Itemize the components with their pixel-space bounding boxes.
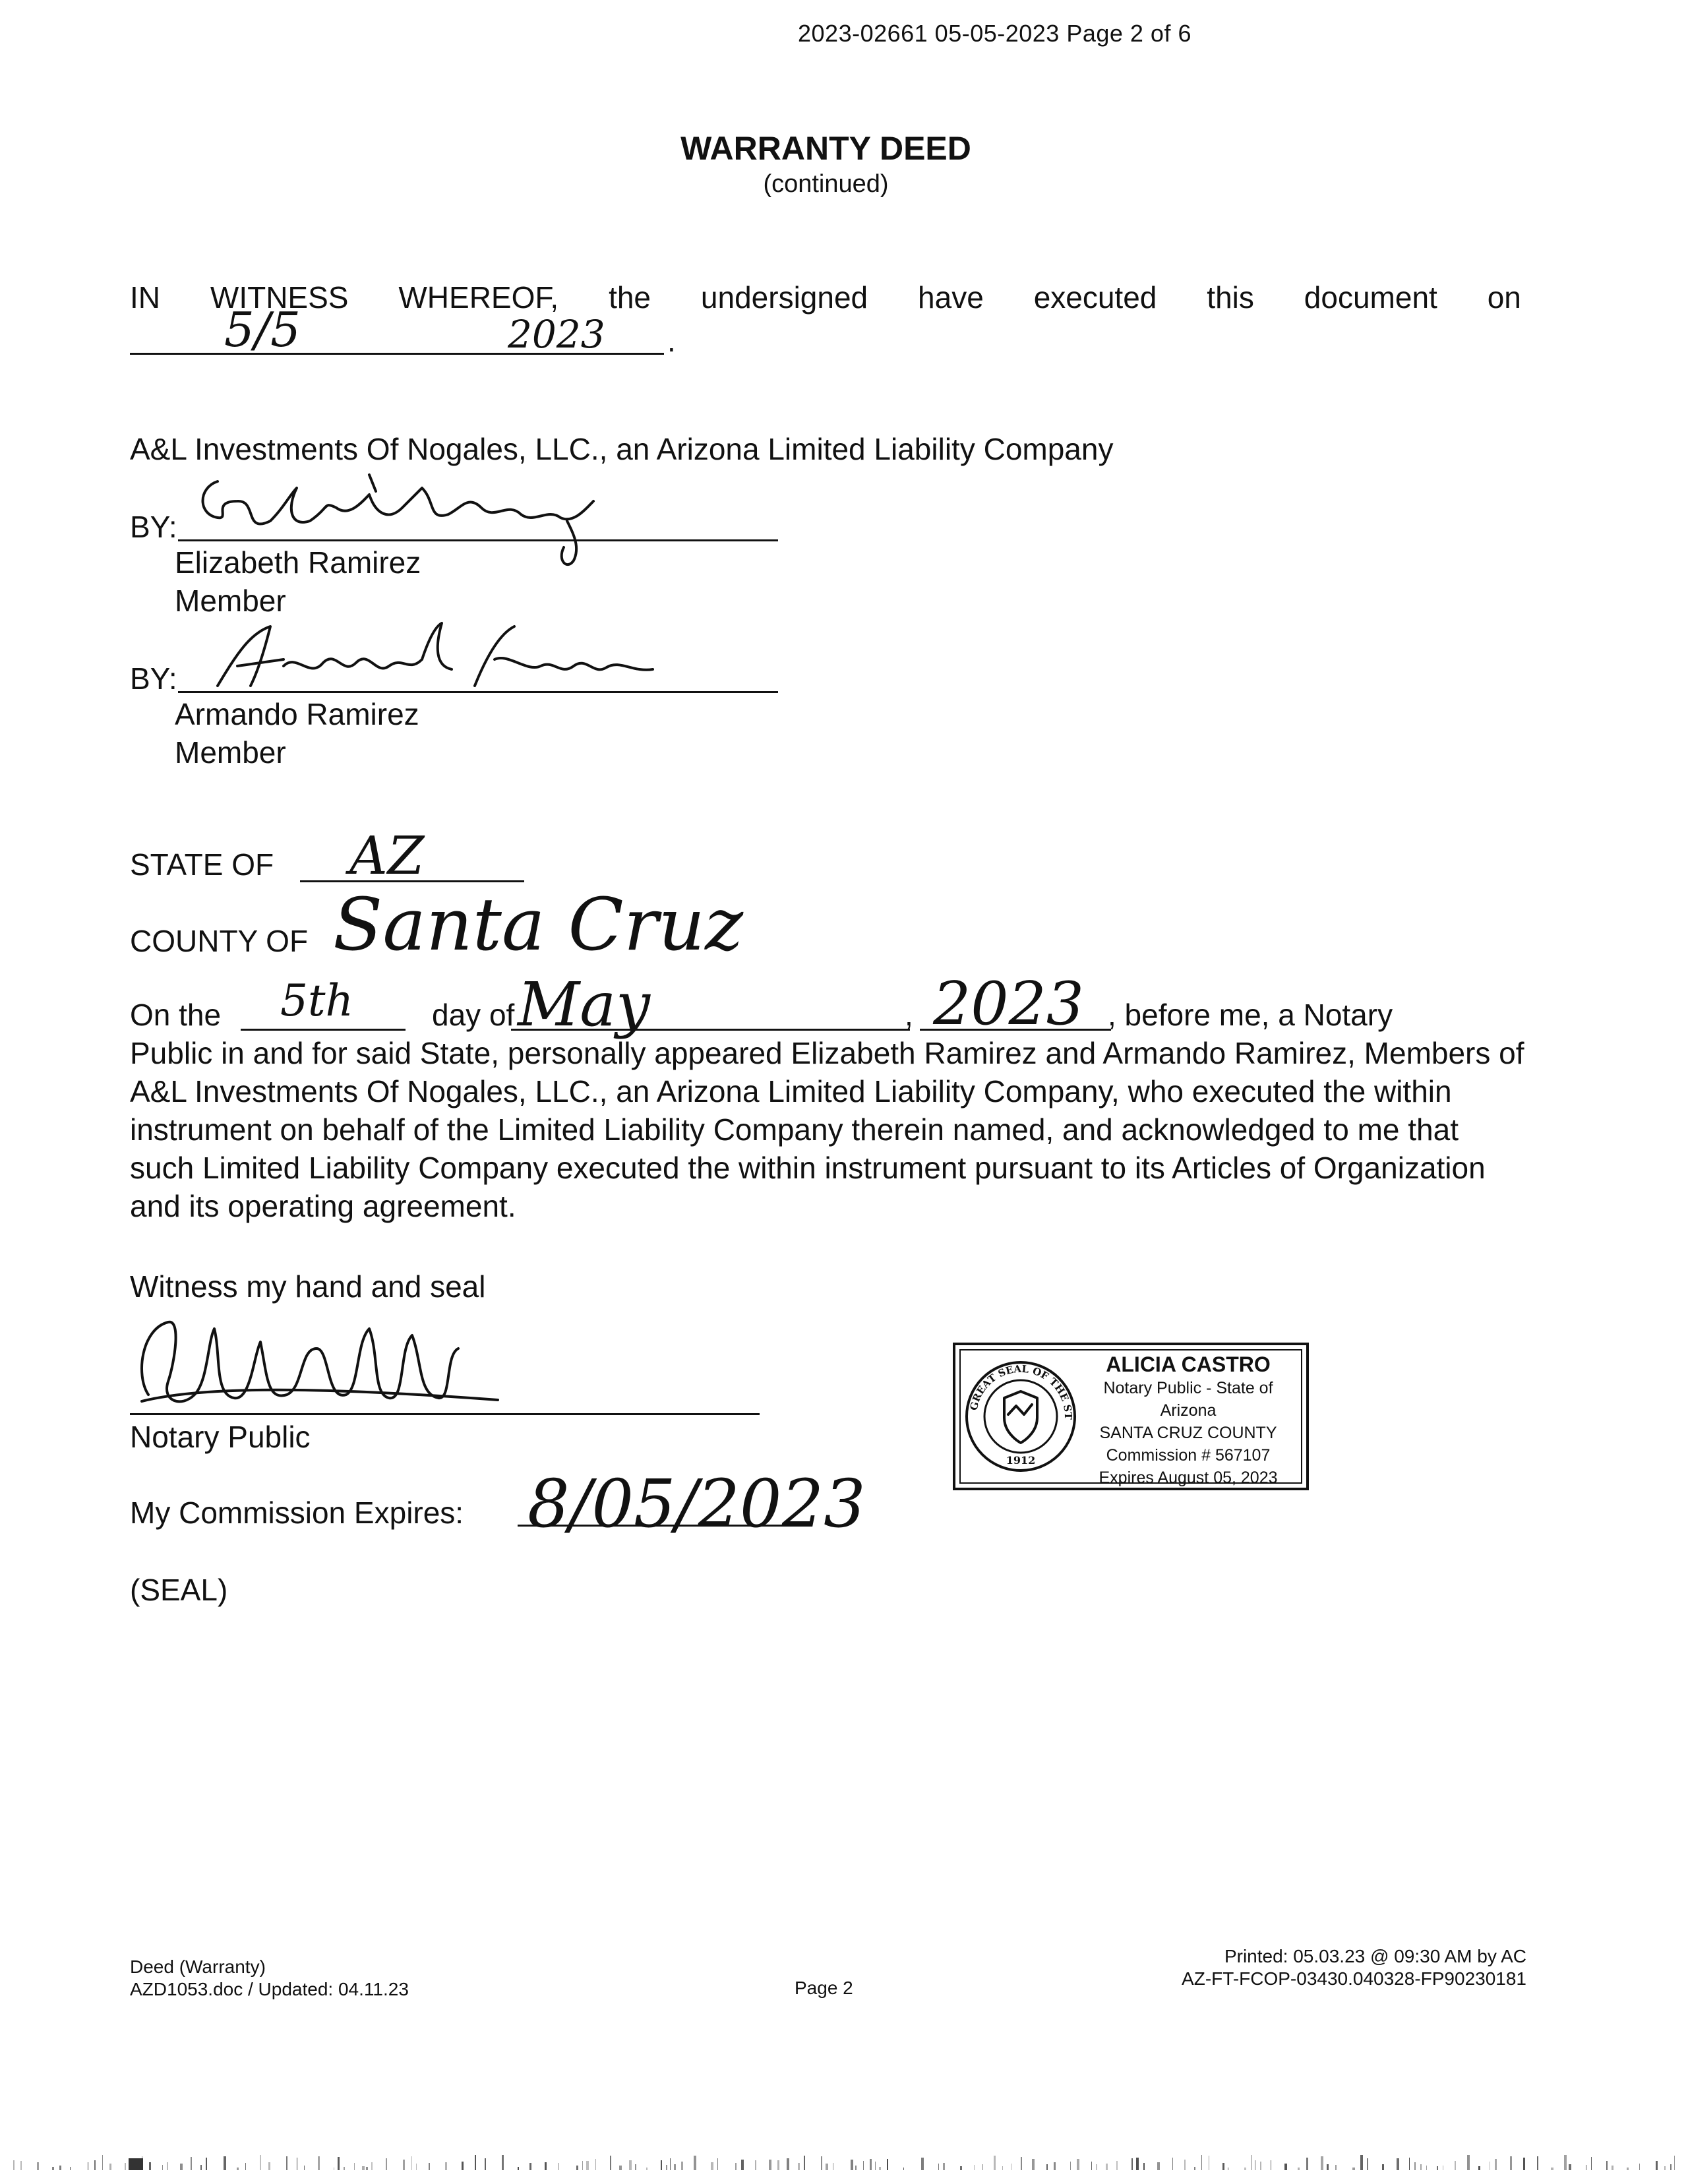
footer-printed: Printed: 05.03.23 @ 09:30 AM by AC xyxy=(1224,1946,1526,1966)
witness-word: WITNESS xyxy=(210,280,349,315)
arizona-state-seal-icon xyxy=(959,1343,1079,1481)
document-subtitle: (continued) xyxy=(763,170,889,198)
footer-page-number: Page 2 xyxy=(795,1978,853,1998)
handwritten-county-text: Santa Cruz xyxy=(333,882,744,967)
document-title: WARRANTY DEED xyxy=(680,130,971,167)
witness-word: undersigned xyxy=(700,280,868,315)
state-label: STATE OF xyxy=(130,847,274,882)
witness-word: IN xyxy=(130,280,160,315)
day-of-label: day of xyxy=(432,998,515,1032)
notary-signature-line xyxy=(130,1413,760,1415)
notary-stamp-line4: Expires August 05, 2023 xyxy=(1099,1469,1278,1487)
commission-expires-label: My Commission Expires: xyxy=(130,1496,464,1530)
handwritten-execution-date xyxy=(218,300,679,359)
seal-label: (SEAL) xyxy=(130,1573,228,1607)
witness-word: have xyxy=(918,280,984,315)
signature-armando-ramirez xyxy=(198,613,673,699)
witness-word: the xyxy=(609,280,651,315)
footer-doc-version: AZD1053.doc / Updated: 04.11.23 xyxy=(130,1979,409,1999)
seal-emblem-text: GREAT SEAL OF THE STATE OF ARIZONA xyxy=(959,1343,1075,1420)
witness-word: document xyxy=(1304,280,1437,315)
signer-1-title: Member xyxy=(175,584,286,618)
handwritten-state xyxy=(343,818,475,884)
footer-left xyxy=(130,1956,409,2001)
handwritten-day xyxy=(277,969,409,1029)
scan-artifact-strip xyxy=(0,2153,1688,2173)
signer-1-name: Elizabeth Ramirez xyxy=(175,545,421,580)
handwritten-day-text: 5th xyxy=(280,975,354,1026)
witness-word: this xyxy=(1207,280,1254,315)
signer-2-name: Armando Ramirez xyxy=(175,697,419,731)
acknowledgment-paragraph: Public in and for said State, personally appeared Elizabeth Ramirez and Armando Ramirez, Members of A&L Investments Of Nogales, LLC., an Arizona Limited Liability Company, who executed the within instrument on behalf of the Limited Liability Company therein named, and acknowledged to me that such Limited Liability Company executed the within instrument pursuant to its Articles of Organization and its operating agreement. xyxy=(130,1036,1524,1223)
month-comma: , xyxy=(905,998,913,1032)
county-label: COUNTY OF xyxy=(130,924,309,958)
handwritten-year: 2023 xyxy=(508,312,605,357)
handwritten-month xyxy=(514,969,725,1040)
notary-stamp-line2: SANTA CRUZ COUNTY xyxy=(1099,1424,1277,1442)
notary-stamp-text xyxy=(1074,1352,1302,1489)
by-label-1: BY: xyxy=(130,510,177,544)
date-end-punct: . xyxy=(667,324,676,358)
notary-stamp-line1: Notary Public - State of Arizona xyxy=(1103,1379,1273,1420)
witness-word: executed xyxy=(1033,280,1157,315)
handwritten-county xyxy=(326,877,744,967)
witness-word: on xyxy=(1487,280,1521,315)
notary-stamp-name: ALICIA CASTRO xyxy=(1106,1352,1271,1376)
seal-emblem-year: 1912 xyxy=(1006,1454,1036,1467)
by-label-2: BY: xyxy=(130,661,177,696)
handwritten-state-text: AZ xyxy=(349,825,425,886)
handwritten-year-ack xyxy=(930,966,1114,1039)
witness-word: WHEREOF, xyxy=(398,280,559,315)
handwritten-day-month: 5/5 xyxy=(224,302,301,357)
notary-stamp-line3: Commission # 567107 xyxy=(1106,1446,1271,1465)
handwritten-commission-text: 8/05/2023 xyxy=(528,1465,866,1542)
handwritten-commission-date xyxy=(514,1447,884,1560)
handwritten-year-ack-text: 2023 xyxy=(933,969,1085,1039)
recording-info: 2023-02661 05-05-2023 Page 2 of 6 xyxy=(798,20,1191,47)
footer-file-number: AZ-FT-FCOP-03430.040328-FP90230181 xyxy=(1182,1968,1526,1989)
witness-hand-seal: Witness my hand and seal xyxy=(130,1269,486,1304)
notary-stamp xyxy=(953,1343,1309,1490)
day-underline xyxy=(241,1029,406,1031)
on-the-label: On the xyxy=(130,998,222,1032)
footer-doc-type: Deed (Warranty) xyxy=(130,1957,266,1977)
footer-right xyxy=(1182,1945,1526,1990)
signature-notary xyxy=(129,1302,524,1428)
grantor-company: A&L Investments Of Nogales, LLC., an Arizona Limited Liability Company xyxy=(130,432,1114,466)
notary-public-label: Notary Public xyxy=(130,1420,311,1454)
handwritten-month-text: May xyxy=(518,969,651,1040)
signer-2-title: Member xyxy=(175,735,286,770)
before-me-text: , before me, a Notary xyxy=(1108,998,1393,1032)
